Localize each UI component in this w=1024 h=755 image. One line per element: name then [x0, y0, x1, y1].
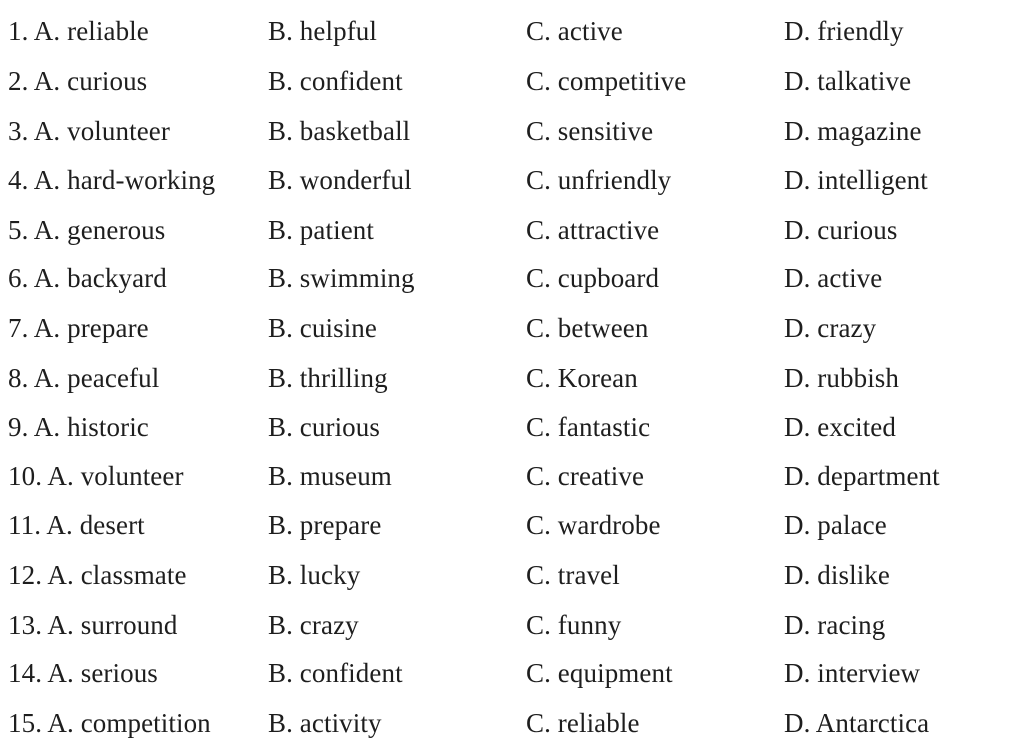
- option-a: 8. A. peaceful: [8, 363, 160, 393]
- option-a: 13. A. surround: [8, 610, 178, 640]
- option-a: 2. A. curious: [8, 66, 148, 96]
- option-a: 9. A. historic: [8, 412, 149, 442]
- question-row: [0, 555, 1024, 595]
- question-row: [0, 605, 1024, 645]
- question-row: [0, 210, 1024, 250]
- option-b: B. basketball: [268, 116, 411, 146]
- option-d: D. department: [784, 461, 940, 491]
- question-row: [0, 456, 1024, 496]
- option-a: 10. A. volunteer: [8, 461, 184, 491]
- option-c: C. attractive: [526, 215, 660, 245]
- option-a: 11. A. desert: [8, 510, 145, 540]
- question-row: [0, 61, 1024, 101]
- option-c: C. competitive: [526, 66, 687, 96]
- option-c: C. wardrobe: [526, 510, 661, 540]
- option-a: 15. A. competition: [8, 708, 211, 738]
- option-a: 5. A. generous: [8, 215, 166, 245]
- option-b: B. patient: [268, 215, 374, 245]
- option-c: C. travel: [526, 560, 620, 590]
- option-b: B. helpful: [268, 16, 377, 46]
- question-row: [0, 358, 1024, 398]
- option-b: B. thrilling: [268, 363, 388, 393]
- question-row: [0, 407, 1024, 447]
- option-a: 6. A. backyard: [8, 263, 167, 293]
- question-row: [0, 653, 1024, 693]
- option-c: C. fantastic: [526, 412, 651, 442]
- option-c: C. active: [526, 16, 623, 46]
- option-c: C. equipment: [526, 658, 673, 688]
- option-c: C. unfriendly: [526, 165, 672, 195]
- option-d: D. crazy: [784, 313, 877, 343]
- option-d: D. active: [784, 263, 883, 293]
- option-d: D. curious: [784, 215, 898, 245]
- option-b: B. wonderful: [268, 165, 412, 195]
- option-b: B. curious: [268, 412, 380, 442]
- question-row: [0, 703, 1024, 743]
- option-a: 14. A. serious: [8, 658, 158, 688]
- option-c: C. funny: [526, 610, 622, 640]
- option-d: D. Antarctica: [784, 708, 930, 738]
- option-d: D. racing: [784, 610, 886, 640]
- option-d: D. excited: [784, 412, 896, 442]
- option-d: D. dislike: [784, 560, 890, 590]
- option-a: 12. A. classmate: [8, 560, 187, 590]
- option-c: C. sensitive: [526, 116, 654, 146]
- option-c: C. cupboard: [526, 263, 660, 293]
- option-d: D. talkative: [784, 66, 912, 96]
- question-row: [0, 308, 1024, 348]
- option-b: B. crazy: [268, 610, 359, 640]
- option-b: B. confident: [268, 658, 403, 688]
- option-b: B. swimming: [268, 263, 415, 293]
- option-b: B. confident: [268, 66, 403, 96]
- option-b: B. prepare: [268, 510, 382, 540]
- option-c: C. creative: [526, 461, 645, 491]
- option-d: D. friendly: [784, 16, 904, 46]
- option-a: 1. A. reliable: [8, 16, 149, 46]
- option-d: D. intelligent: [784, 165, 928, 195]
- option-b: B. museum: [268, 461, 392, 491]
- option-b: B. activity: [268, 708, 382, 738]
- option-a: 3. A. volunteer: [8, 116, 170, 146]
- option-d: D. magazine: [784, 116, 922, 146]
- question-row: [0, 258, 1024, 298]
- option-a: 4. A. hard-working: [8, 165, 216, 195]
- question-row: [0, 11, 1024, 51]
- question-row: [0, 111, 1024, 151]
- option-a: 7. A. prepare: [8, 313, 149, 343]
- option-c: C. reliable: [526, 708, 640, 738]
- option-d: D. palace: [784, 510, 887, 540]
- option-b: B. lucky: [268, 560, 361, 590]
- option-d: D. rubbish: [784, 363, 899, 393]
- question-row: [0, 160, 1024, 200]
- option-d: D. interview: [784, 658, 921, 688]
- option-c: C. between: [526, 313, 649, 343]
- option-c: C. Korean: [526, 363, 638, 393]
- question-row: [0, 505, 1024, 545]
- option-b: B. cuisine: [268, 313, 377, 343]
